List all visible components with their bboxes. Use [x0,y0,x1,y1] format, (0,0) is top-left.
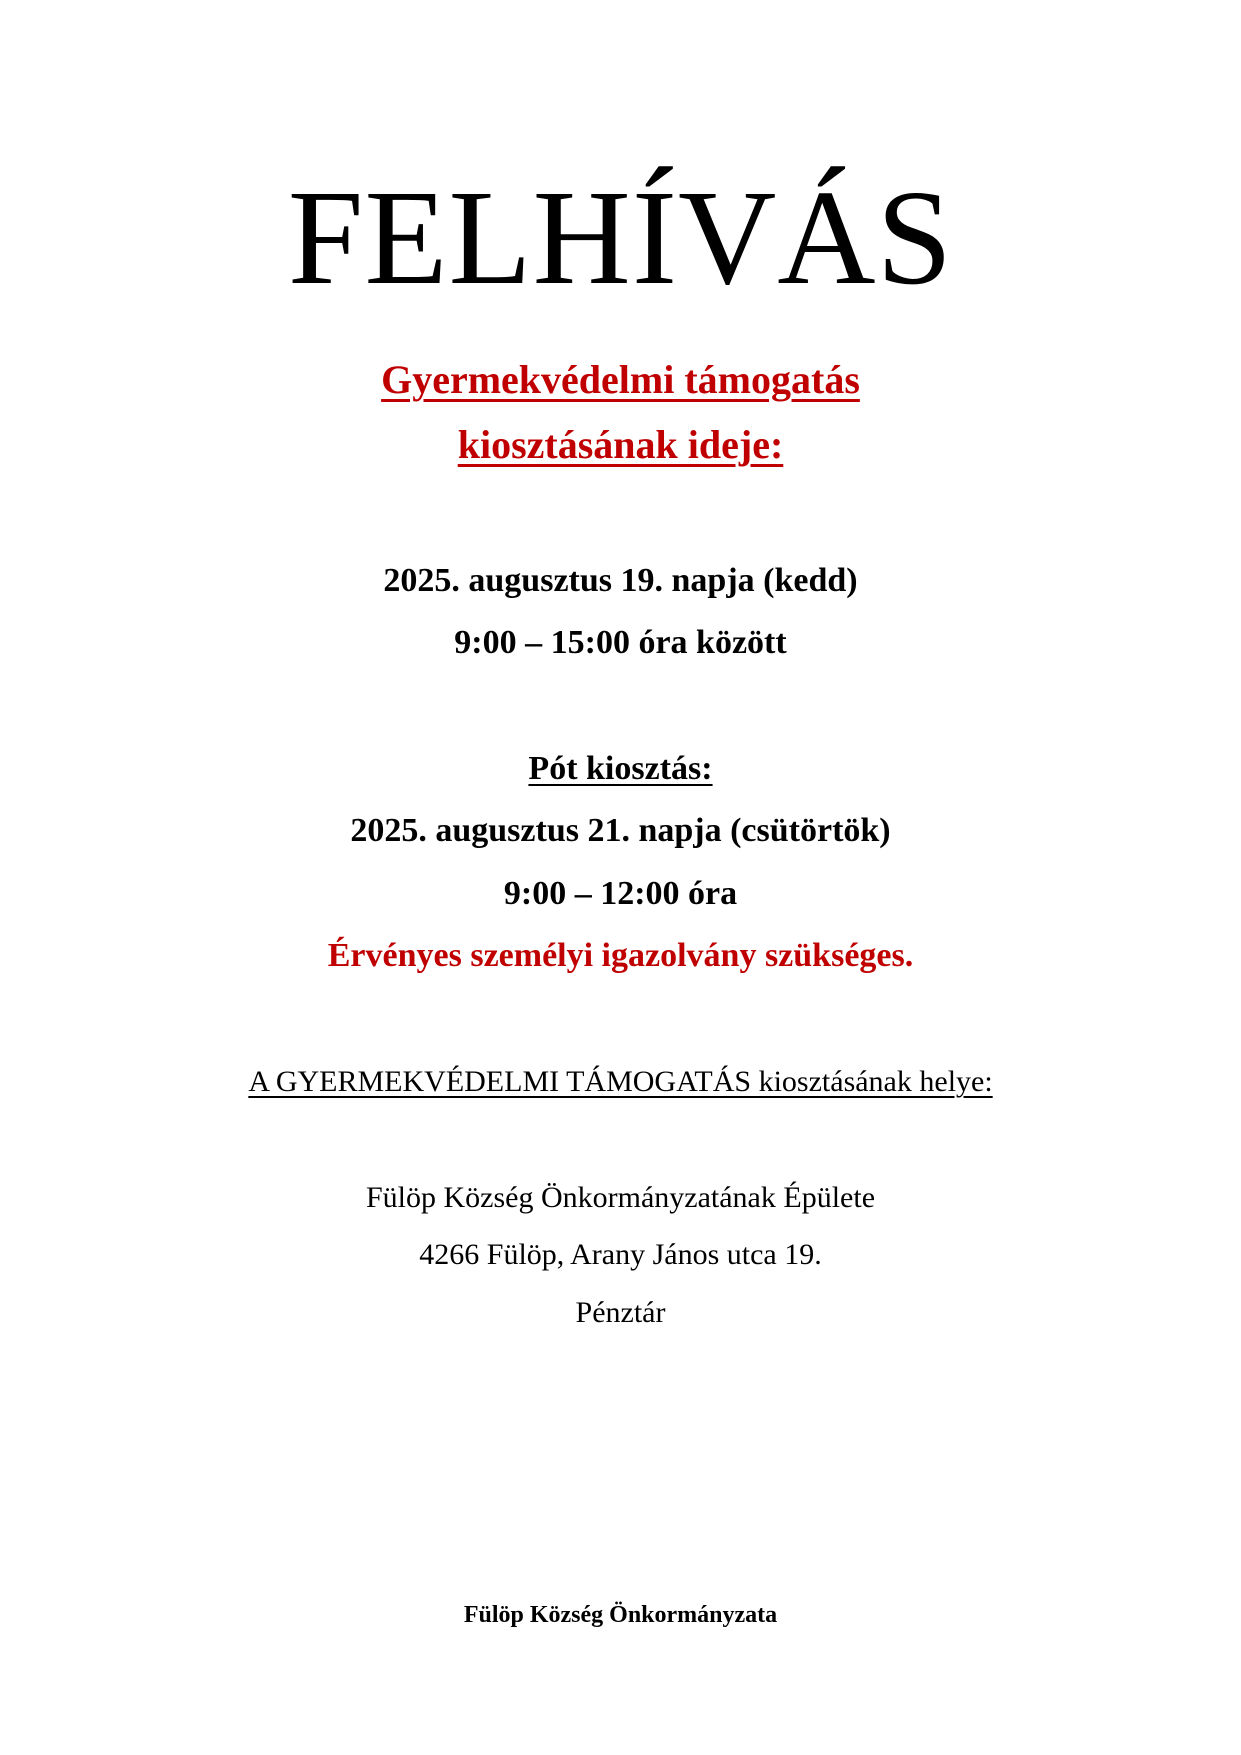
location-heading-text: A GYERMEKVÉDELMI TÁMOGATÁS kiosztásának helye: [248,1065,993,1098]
id-requirement-notice: Érvényes személyi igazolvány szükséges. [327,937,914,974]
main-distribution-date: 2025. augusztus 19. napja (kedd) [383,562,858,599]
extra-distribution-date: 2025. augusztus 21. napja (csütörtök) [350,812,891,849]
subtitle-line-2 [0,422,1241,467]
location-address: 4266 Fülöp, Arany János utca 19. [419,1238,822,1271]
extra-distribution-time: 9:00 – 12:00 óra [503,875,738,912]
extra-distribution-heading-text: Pót kiosztás: [528,750,713,787]
subtitle-line-1-text: Gyermekvédelmi támogatás [381,357,860,402]
page-title: FELHÍVÁS [287,163,954,313]
extra-distribution-heading [0,752,1241,786]
subtitle-line-2-text: kiosztásának ideje: [457,422,784,467]
footer-signature: Fülöp Község Önkormányzata [463,1602,778,1628]
subtitle-line-1 [0,357,1241,402]
main-distribution-time: 9:00 – 15:00 óra között [454,624,787,661]
location-room: Pénztár [575,1296,666,1329]
location-building: Fülöp Község Önkormányzatának Épülete [365,1181,876,1214]
location-heading [0,1067,1241,1097]
